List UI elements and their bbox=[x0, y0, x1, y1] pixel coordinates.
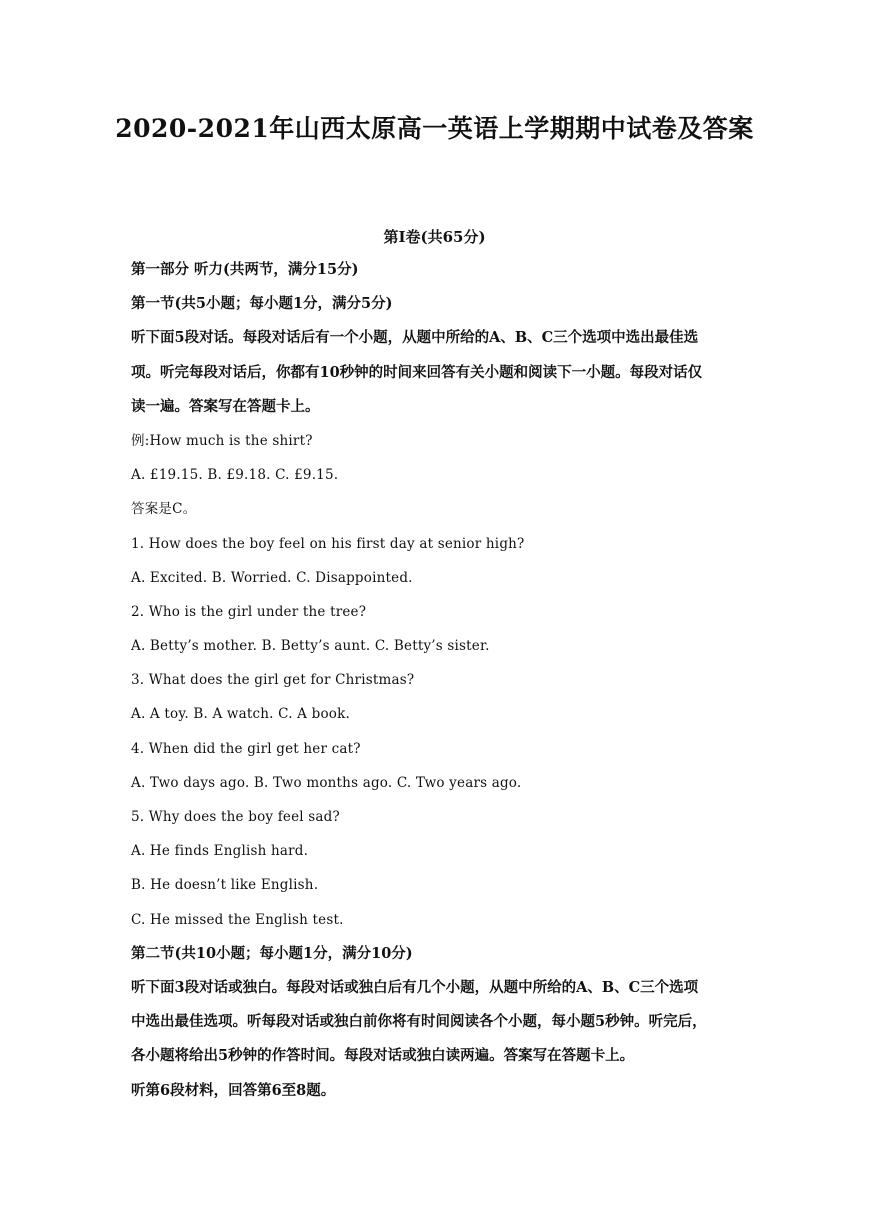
question-line: 1. How does the boy feel on his first day at senior high? bbox=[131, 535, 525, 552]
instruction-line: 第二节(共10小题；每小题1分，满分10分) bbox=[131, 944, 413, 962]
document-title: 2020-2021年山西太原高一英语上学期期中试卷及答案 bbox=[115, 114, 754, 143]
question-line: A. £19.15. B. £9.18. C. £9.15. bbox=[131, 467, 339, 484]
instruction-line: 各小题将给出5秒钟的作答时间。每段对话或独白读两遍。答案写在答题卡上。 bbox=[131, 1047, 635, 1065]
instruction-line: 听第6段材料，回答第6至8题。 bbox=[131, 1081, 336, 1099]
instruction-line: 听下面3段对话或独白。每段对话或独白后有几个小题，从题中所给的A、B、C三个选项 bbox=[131, 978, 699, 996]
question-line: 5. Why does the boy feel sad? bbox=[131, 809, 340, 825]
instruction-line: 听下面5段对话。每段对话后有一个小题，从题中所给的A、B、C三个选项中选出最佳选 bbox=[131, 329, 699, 347]
question-line: A. Betty’s mother. B. Betty’s aunt. C. Betty’s sister. bbox=[131, 638, 490, 655]
question-line: B. He doesn’t like English. bbox=[131, 877, 319, 894]
question-line: A. Excited. B. Worried. C. Disappointed. bbox=[131, 569, 413, 586]
question-line: A. A toy. B. A watch. C. A book. bbox=[131, 706, 350, 723]
section-heading: 第Ⅰ卷(共65分) bbox=[383, 228, 486, 246]
instruction-line: 中选出最佳选项。听每段对话或独白前你将有时间阅读各个小题，每小题5秒钟。听完后， bbox=[131, 1013, 707, 1031]
instruction-line: 项。听完每段对话后，你都有10秒钟的时间来回答有关小题和阅读下一小题。每段对话仅 bbox=[131, 363, 703, 381]
question-line: 3. What does the girl get for Christmas? bbox=[131, 672, 415, 689]
question-line: A. He finds English hard. bbox=[131, 843, 309, 860]
question-line: 例:How much is the shirt? bbox=[131, 432, 313, 449]
question-line: 2. Who is the girl under the tree? bbox=[131, 603, 367, 620]
question-line: A. Two days ago. B. Two months ago. C. Two years ago. bbox=[131, 774, 522, 791]
question-line: 4. When did the girl get her cat? bbox=[131, 740, 361, 757]
document-body bbox=[131, 259, 751, 1114]
question-line: 答案是C。 bbox=[131, 501, 197, 518]
instruction-line: 读一遍。答案写在答题卡上。 bbox=[131, 397, 320, 415]
question-line: C. He missed the English test. bbox=[131, 911, 344, 928]
instruction-line: 第一节(共5小题；每小题1分，满分5分) bbox=[131, 295, 393, 313]
instruction-line: 第一部分 听力(共两节，满分15分) bbox=[131, 261, 359, 278]
